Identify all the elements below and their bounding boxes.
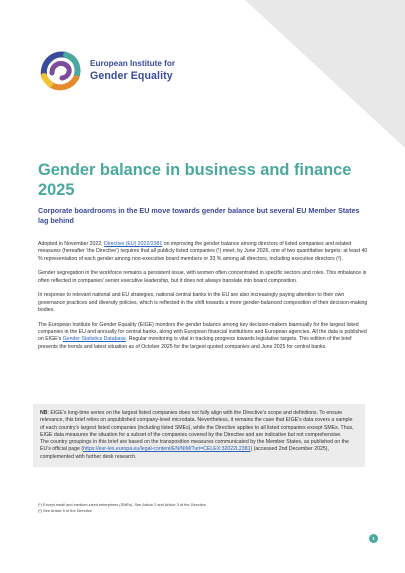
body-text [38, 241, 370, 359]
footnote-2: (²) See Article 5 of the Directive. [38, 508, 93, 513]
eige-logo[interactable] [36, 46, 256, 96]
note-text-a: : EIGE’s long-time series on the largest listed companies does not fully align with the Directive’s scope and definitions. To ensure relevance, this brief relies on unpublished company-level microdata. Nevertheless, it remains the case that EIGE’s data covers a sample of each country’s largest listed companies (including listed SMEs), while the Directive applies to all listed companies except SMEs. Thus, EIGE data measures the situation for a subset of the companies covered by the Directive and are indicative but not comprehensive. [40, 410, 354, 438]
note-text-c: ) (accessed 2nd December 2025), complemented with further desk research. [40, 446, 329, 460]
note-box [33, 404, 365, 467]
paragraph-4-text-a: The European Institute for Gender Equality (EIGE) monitors the gender balance among key decision-makers biannually for the largest listed companies in the EU and annually for central banks, along with European financial institutions and European agencies. All the data is published on EIGE’s [38, 321, 367, 343]
note-label: NB [40, 410, 48, 416]
paragraph-3: In response to relevant national and EU strategies, national central banks in the EU are also increasingly paying attention to their own governance practices and diversity policies, which is reflected in the shift towards a more gender-balanced composition of their decision-making bodies. [38, 292, 368, 314]
logo-line2: Gender Equality [90, 70, 173, 82]
paragraph-1 [38, 241, 370, 263]
eur-lex-link[interactable]: https://eur-lex.europa.eu/legal-content/EN/NIM/?uri=CELEX:32022L2381 [83, 446, 251, 453]
directive-link[interactable]: Directive (EU) 2022/2381 [104, 241, 163, 247]
paragraph-4-text-b: . Regular monitoring is vital in tracking progress towards legislative targets. This edition of the brief presents the trends and latest situation as of October 2025 for the largest quoted companies and June 2025 for central banks. [38, 336, 352, 350]
footnote-1: (¹) Except small and medium-sized enterprises (SMEs). See Article 2 and Article 3 of the Directive. [38, 502, 207, 507]
paragraph-2: Gender segregation in the workforce remains a persistent issue, with women often concentrated in specific sectors and roles. This imbalance is often reflected in companies’ senior executive leadership, but it does not always translate into board composition. [38, 270, 367, 284]
page-subtitle: Corporate boardrooms in the EU move towards gender balance but several EU Member States lag behind [38, 206, 360, 225]
note-paragraph-2 [40, 439, 358, 461]
logo-text [90, 58, 175, 82]
footnotes [38, 502, 338, 514]
note-text-b: The country groupings in this brief are based on the transposition measures communicated by the Member States, as published on the EU’s official page ( [40, 439, 349, 453]
note-paragraph-1 [40, 410, 358, 439]
paragraph-1-text-b: on improving the gender balance among directors of listed companies and related measures (hereafter ‘the Directive’) requires that all publicly listed companies (¹) meet, by June 2026, one of two quantitative targets: at least 40 % representation of each gender among non-executive board members or 33 % among all directors, including executive directors (²). [38, 241, 368, 262]
gender-statistics-database-link[interactable]: Gender Statistics Database [62, 336, 126, 343]
page-title: Gender balance in business and finance 2025 [38, 161, 352, 199]
paragraph-1-text-a: Adopted in November 2022, [38, 241, 105, 247]
page-number-badge: 1 [369, 534, 378, 543]
corner-decoration [245, 0, 405, 148]
logo-line1: European Institute for [90, 59, 176, 68]
eige-logo-icon [36, 46, 86, 96]
paragraph-4 [38, 322, 370, 351]
